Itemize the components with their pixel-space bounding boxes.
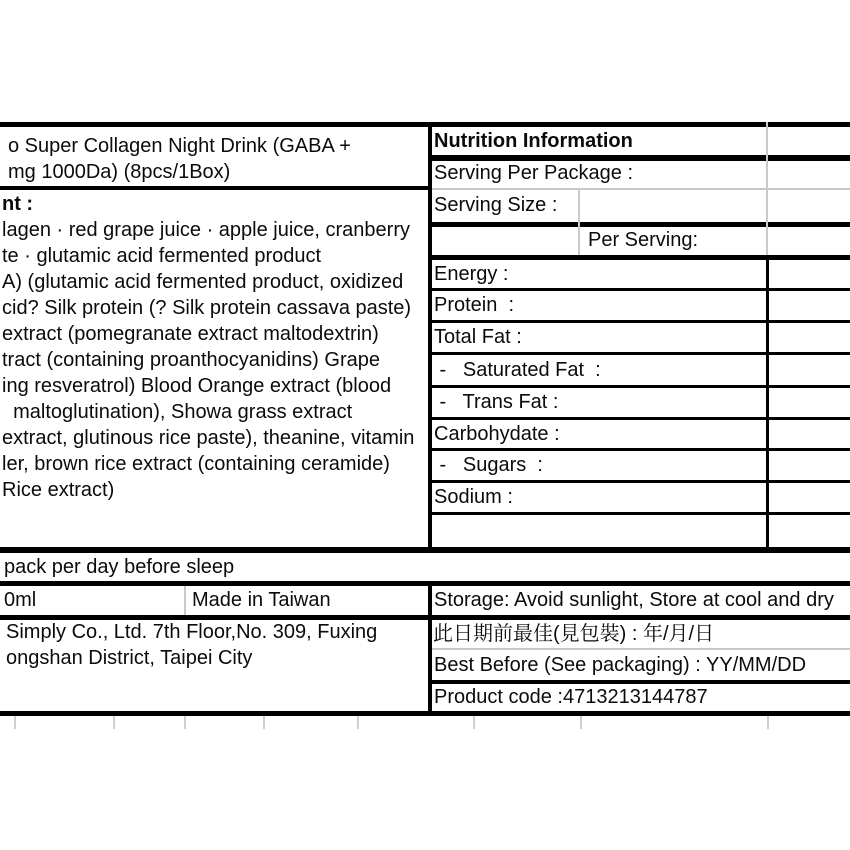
table-border-horizontal [428, 155, 850, 161]
gridline-stub [580, 716, 582, 729]
table-border-horizontal [0, 547, 850, 553]
gridline-stub [357, 716, 359, 729]
ingredient-line: A) (glutamic acid fermented product, oxidized [2, 271, 404, 293]
product-title-line-2: mg 1000Da) (8pcs/1Box) [8, 161, 231, 183]
nutrition-row-total-fat: Total Fat : [434, 326, 522, 348]
ingredient-line: Rice extract) [2, 479, 115, 501]
origin-label: Made in Taiwan [192, 589, 331, 611]
table-border-horizontal [428, 222, 850, 227]
nutrition-row-energy: Energy : [434, 263, 509, 285]
address-line-1: Simply Co., Ltd. 7th Floor,No. 309, Fuxing [6, 621, 378, 643]
table-border-horizontal [428, 680, 850, 684]
table-border-horizontal [428, 512, 850, 515]
address-line-2: ongshan District, Taipei City [6, 647, 253, 669]
table-border-vertical [428, 122, 432, 553]
ingredient-line: lagen · red grape juice · apple juice, cranberry [2, 219, 410, 241]
gridline-stub [473, 716, 475, 729]
nutrition-row-trans-fat: - Trans Fat : [434, 391, 559, 413]
nutrition-header: Nutrition Information [434, 130, 633, 152]
ingredient-line: extract, glutinous rice paste), theanine, vitamin [2, 427, 415, 449]
table-border-horizontal [0, 711, 850, 716]
ingredient-line: tract (containing proanthocyanidins) Grape [2, 349, 380, 371]
product-code-label: Product code :4713213144787 [434, 686, 708, 708]
ingredient-line: te · glutamic acid fermented product [2, 245, 322, 267]
table-border-horizontal [428, 320, 850, 323]
ingredient-line: extract (pomegranate extract maltodextrin) [2, 323, 379, 345]
table-border-horizontal [428, 417, 850, 420]
table-border-horizontal [0, 186, 428, 190]
nutrition-row-protein: Protein : [434, 294, 515, 316]
table-border-horizontal [0, 581, 850, 586]
nutrition-row-sodium: Sodium : [434, 486, 513, 508]
volume-label: 0ml [4, 589, 37, 611]
table-border-horizontal [428, 480, 850, 483]
table-border-vertical [766, 255, 769, 553]
table-border-horizontal [428, 648, 850, 650]
table-border-horizontal [0, 615, 850, 620]
table-border-vertical [428, 581, 432, 716]
table-border-horizontal [428, 448, 850, 451]
serving-size-label: Serving Size : [434, 194, 558, 216]
gridline-stub [14, 716, 16, 729]
nutrition-row-saturated-fat: - Saturated Fat : [434, 359, 601, 381]
table-border-horizontal [428, 255, 850, 260]
table-border-horizontal [428, 352, 850, 355]
serving-per-package-label: Serving Per Package : [434, 162, 633, 184]
table-border-horizontal [428, 288, 850, 291]
gridline-stub [113, 716, 115, 729]
ingredient-line: maltoglutination), Showa grass extract [2, 401, 353, 423]
ingredient-line: ler, brown rice extract (containing ceramide) [2, 453, 390, 475]
usage-directions: pack per day before sleep [4, 556, 235, 578]
product-title-line-1: o Super Collagen Night Drink (GABA + [8, 135, 351, 157]
product-title-block [8, 133, 426, 187]
storage-label: Storage: Avoid sunlight, Store at cool and dry [434, 589, 834, 611]
ingredient-line: ing resveratrol) Blood Orange extract (blood [2, 375, 392, 397]
table-border-vertical [184, 586, 186, 615]
ingredients-block [2, 191, 426, 545]
table-border-horizontal [0, 122, 850, 127]
table-border-horizontal [428, 188, 850, 190]
best-before-en-label: Best Before (See packaging) : YY/MM/DD [434, 654, 807, 676]
per-serving-label: Per Serving: [588, 229, 699, 251]
best-before-zh-label: 此日期前最佳(見包裝) : 年/月/日 [433, 623, 715, 645]
gridline-stub [767, 716, 769, 729]
table-border-vertical [766, 122, 768, 255]
gridline-stub [263, 716, 265, 729]
nutrition-row-sugars: - Sugars : [434, 454, 543, 476]
ingredients-header: nt : [2, 193, 34, 215]
table-border-horizontal [428, 385, 850, 388]
ingredient-line: cid? Silk protein (? Silk protein cassava paste) [2, 297, 412, 319]
table-border-vertical [578, 190, 580, 255]
nutrition-row-blank [434, 515, 762, 547]
nutrition-row-carbohydrate: Carbohydate : [434, 423, 560, 445]
manufacturer-address-block [6, 619, 426, 677]
gridline-stub [184, 716, 186, 729]
